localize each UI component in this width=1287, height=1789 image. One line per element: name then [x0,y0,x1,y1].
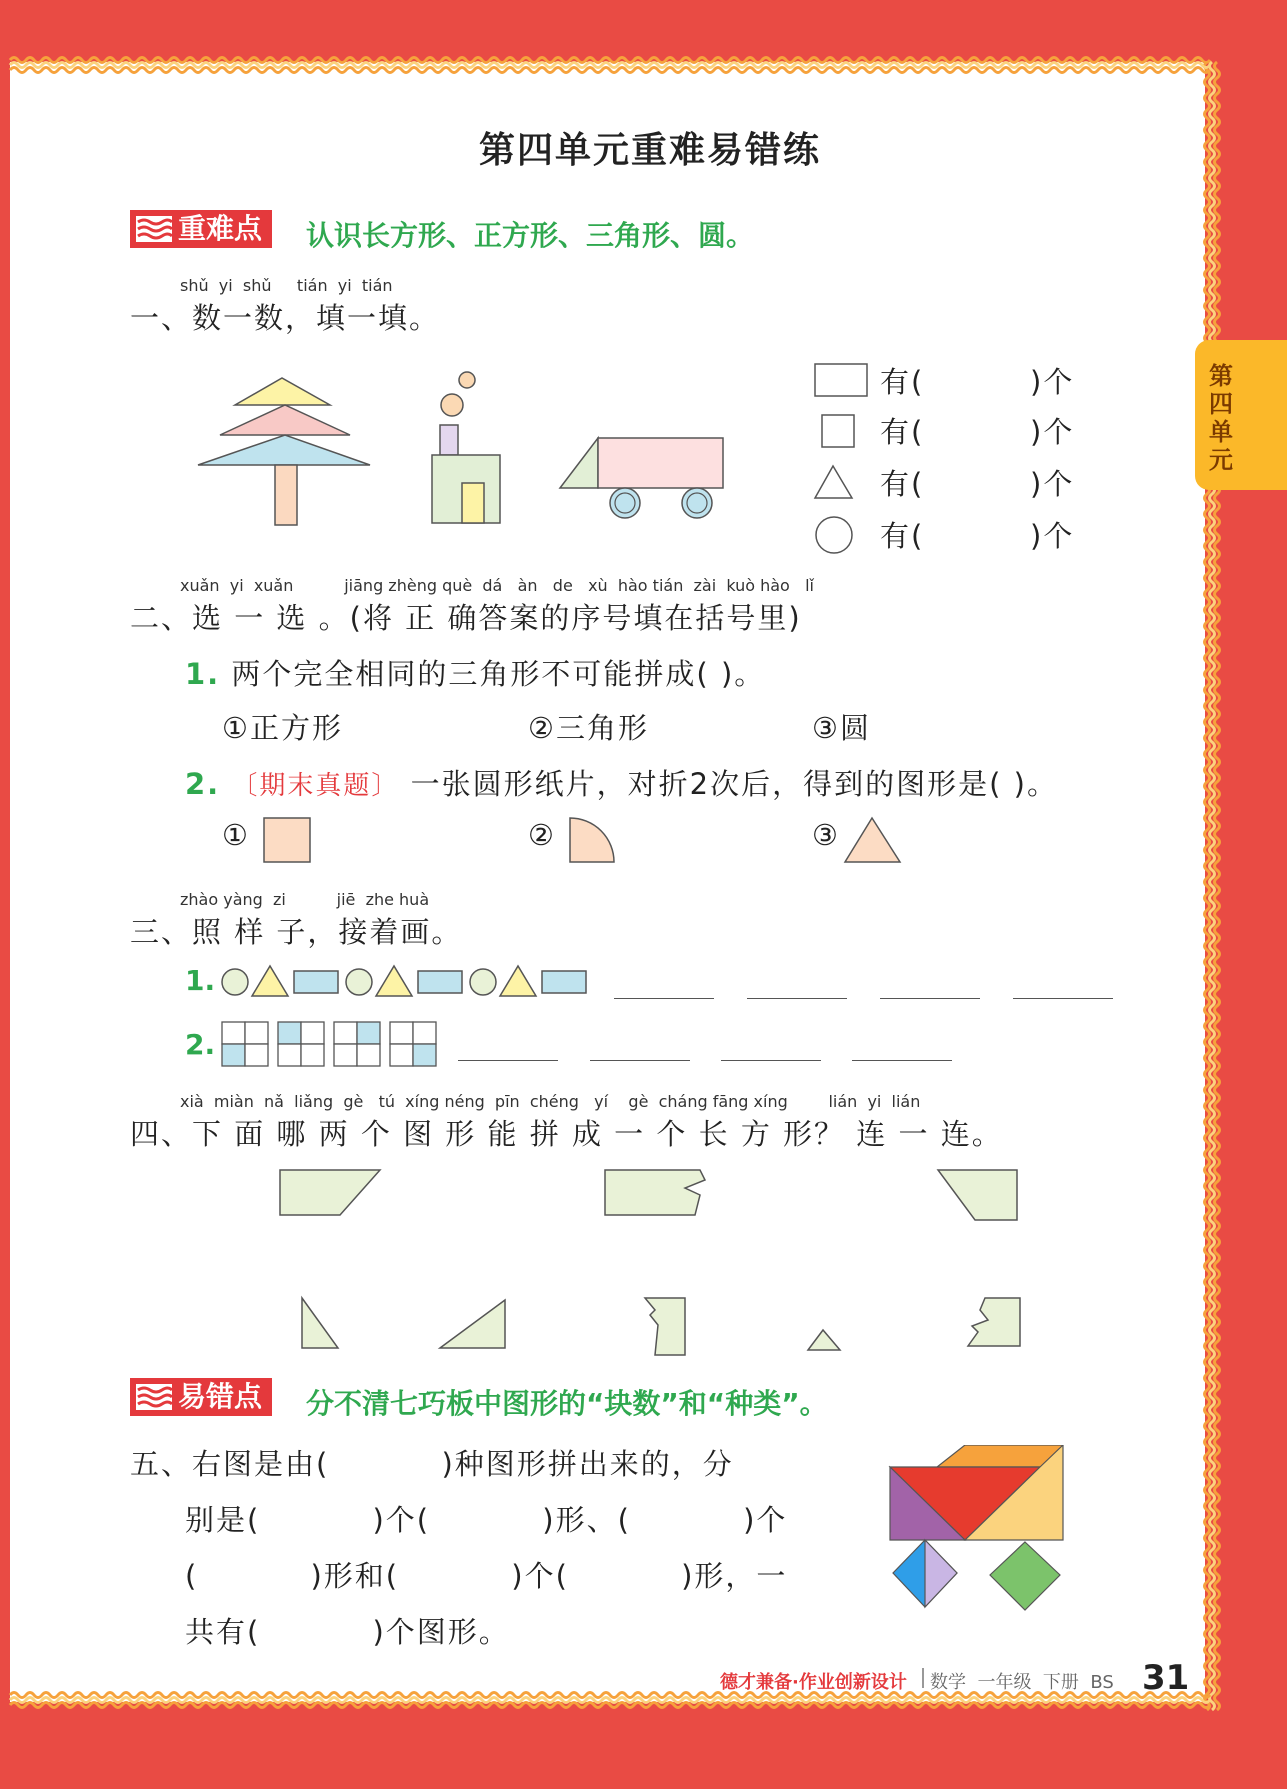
q3-pinyin: zhào yàng zi jiē zhe huà [180,890,430,909]
small-right-triangle-shape[interactable] [302,1298,338,1348]
q2-title: 二、选 一 选 。(将 正 确答案的序号填在括号里) [130,601,802,635]
torn-piece-shape[interactable] [645,1298,685,1355]
torn-rectangle-shape[interactable] [605,1170,705,1215]
q1-title: 一、数一数，填一填。 [130,301,441,335]
q2-sub1-text: 两个完全相同的三角形不可能拼成( )。 [231,657,766,691]
answer-line[interactable] [614,998,714,999]
q2-sub2-option-shapes [260,812,920,868]
square-option-shape [264,818,310,862]
q1-row-circle-end: )个 [1030,519,1075,553]
pattern-circle [470,969,496,995]
q2-sub2 [185,762,1058,803]
unit-side-tab-label: 第四单元 [1209,362,1233,474]
q2-sub2-exam-tag: 〔期末真题〕 [231,771,400,801]
q5-line4: 共有( )个图形。 [185,1615,510,1649]
pattern-rectangle [542,971,586,993]
circle-icon [816,517,852,553]
quarter-circle-option-shape [570,818,614,862]
q2-pinyin: xuǎn yi xuǎn jiāng zhèng què dá àn de xù hào tián zài kuò hào lǐ [180,576,814,595]
triangle-option-shape [845,818,900,862]
q1-row-square-label: 有( [880,415,925,449]
answer-line[interactable] [590,1060,690,1061]
wave-icon [136,1384,172,1410]
q1-figures [190,370,750,540]
pattern-circle [222,969,248,995]
q3-sub2-number: 2. [185,1028,216,1061]
q2-sub1-option3: ③圆 [812,711,871,745]
pattern-grid-cell [301,1022,324,1044]
q2-sub2-text: 一张圆形纸片，对折2次后，得到的图形是( )。 [410,767,1058,801]
page-title: 第四单元重难易错练 [478,130,821,171]
q5-line2: 别是( )个( )形、( )个 [185,1503,788,1537]
pattern-triangle [500,966,536,996]
q5-line1: 五、右图是由( )种图形拼出来的，分 [130,1447,734,1481]
pattern-rectangle [294,971,338,993]
house-figure [432,372,500,523]
tangram-truck [885,1445,1075,1625]
truck-figure [560,438,723,518]
q2-sub2-option3: ③ [812,818,840,852]
answer-line[interactable] [852,1060,952,1061]
footer-divider [922,1668,924,1688]
trapezoid-shape[interactable] [280,1170,380,1215]
footer-brand: 德才兼备·作业创新设计 [720,1672,907,1693]
small-triangle-shape[interactable] [808,1330,840,1350]
pattern-grid-cell [301,1044,324,1066]
answer-line[interactable] [721,1060,821,1061]
q2-sub1-option1: ①正方形 [222,711,343,745]
pattern-grid-cell [245,1044,268,1066]
pattern-grid-cell [334,1022,357,1044]
pattern-grid-cell [357,1044,380,1066]
page-number: 31 [1142,1658,1190,1698]
q1-shape-icons [810,360,870,560]
key-points-tag-label: 重难点 [178,212,263,245]
pattern-grid-cell [413,1022,436,1044]
q1-row-square-end: )个 [1030,415,1075,449]
q2-sub1-option2: ②三角形 [528,711,649,745]
q2-sub2-option1: ① [222,818,250,852]
q1-row-circle-label: 有( [880,519,925,553]
pattern-circle [346,969,372,995]
q3-sub1-pattern [220,962,600,1002]
error-points-tag [130,1378,272,1416]
pattern-grid-cell [278,1044,301,1066]
pattern-grid-cell [357,1022,380,1044]
pattern-triangle [252,966,288,996]
pattern-grid-cell [222,1044,245,1066]
answer-line[interactable] [747,998,847,999]
q2-sub1 [185,652,765,693]
pattern-grid-cell [413,1044,436,1066]
q1-row-rect-end: )个 [1030,365,1075,399]
q1-row-triangle-end: )个 [1030,467,1075,501]
q1-row-rect-label: 有( [880,365,925,399]
pattern-grid-cell [222,1022,245,1044]
pattern-grid-cell [334,1044,357,1066]
pattern-grid-cell [390,1022,413,1044]
q1-pinyin: shǔ yi shǔ tián yi tián [180,276,393,295]
q2-sub1-number: 1. [185,657,221,691]
pattern-triangle [376,966,412,996]
answer-line[interactable] [1013,998,1113,999]
q5-line3: ( )形和( )个( )形，一 [185,1559,788,1593]
q2-sub2-number: 2. [185,767,221,801]
answer-line[interactable] [880,998,980,999]
q3-title: 三、照 样 子，接着画。 [130,915,463,949]
square-icon [822,415,854,447]
pattern-grid-cell [245,1022,268,1044]
pattern-grid-cell [390,1044,413,1066]
triangle-icon [815,466,852,498]
answer-line[interactable] [458,1060,558,1061]
right-trapezoid-shape[interactable] [938,1170,1017,1220]
right-triangle-shape[interactable] [440,1300,505,1348]
footer-info: 数学 一年级 下册 BS [930,1672,1114,1693]
pattern-grid-cell [278,1022,301,1044]
error-points-text: 分不清七巧板中图形的“块数”和“种类”。 [306,1387,828,1420]
wave-icon [136,216,172,242]
pattern-rectangle [418,971,462,993]
rectangle-icon [815,364,867,396]
error-points-tag-label: 易错点 [178,1380,263,1413]
q4-pinyin: xià miàn nǎ liǎng gè tú xíng néng pīn chéng yí gè cháng fāng xíng lián yi lián [180,1092,921,1111]
q3-sub2-pattern [220,1018,450,1070]
q4-shapes [260,1160,1040,1360]
notched-piece-shape[interactable] [968,1298,1020,1346]
q4-title: 四、下 面 哪 两 个 图 形 能 拼 成 一 个 长 方 形？ 连 一 连。 [130,1117,1003,1151]
q2-sub2-option2: ② [528,818,556,852]
tree-figure [198,378,370,525]
key-points-text: 认识长方形、正方形、三角形、圆。 [306,219,755,252]
key-points-tag [130,210,272,248]
q3-sub1-number: 1. [185,964,216,997]
q1-row-triangle-label: 有( [880,467,925,501]
